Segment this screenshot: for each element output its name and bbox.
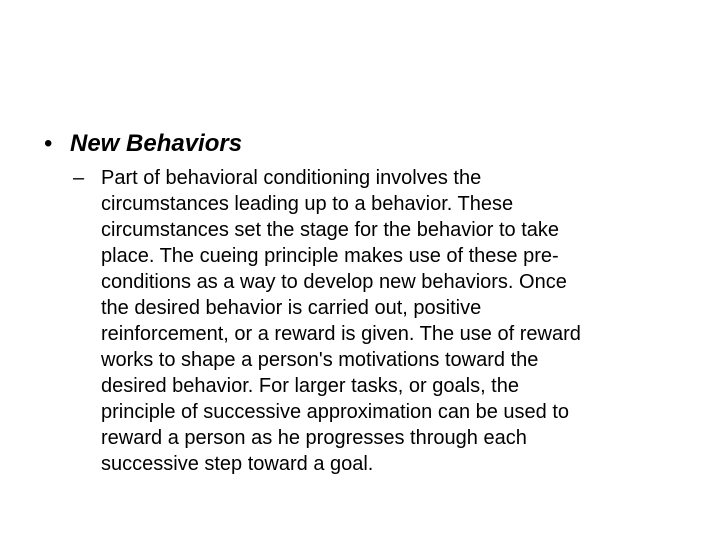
- text-line: principle of successive approximation can be used to: [101, 401, 570, 423]
- bullet-item: [44, 128, 242, 160]
- text-line: circumstances set the stage for the behavior to take: [101, 219, 560, 241]
- text-line: works to shape a person's motivations toward the: [101, 349, 539, 371]
- text-line: conditions as a way to develop new behaviors. Once: [101, 271, 567, 293]
- text-line: reward a person as he progresses through each: [101, 427, 527, 449]
- text-line: desired behavior. For larger tasks, or goals, the: [101, 375, 519, 397]
- text-line: circumstances leading up to a behavior. These: [101, 193, 514, 215]
- text-line: the desired behavior is carried out, positive: [101, 297, 482, 319]
- text-line: successive step toward a goal.: [101, 453, 374, 475]
- bullet-icon: •: [44, 130, 53, 157]
- text-line: reinforcement, or a reward is given. The use of reward: [101, 323, 581, 345]
- text-line: place. The cueing principle makes use of these pre-: [101, 245, 559, 267]
- bullet-heading: New Behaviors: [70, 130, 243, 157]
- sub-bullet-text: [101, 165, 691, 477]
- text-line: Part of behavioral conditioning involves the: [101, 167, 482, 189]
- dash-icon: –: [73, 167, 85, 189]
